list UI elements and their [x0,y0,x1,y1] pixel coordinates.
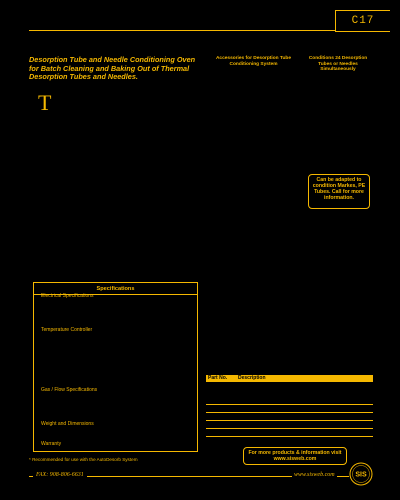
parts-table-row [206,420,373,421]
dropcap: T [38,90,52,115]
caption-accessories: Accessories for Desorption Tube Conditioning System [215,56,292,67]
parts-table-header [206,375,373,382]
parts-table-row [206,404,373,405]
spec-label-temperature: Temperature Controller [41,327,93,333]
top-rule [29,30,335,31]
footnote: * Recommended for use with the AutoDesorb System [29,457,138,462]
fax-number: FAX: 908-806-6631 [33,472,87,478]
spec-label-weight: Weight and Dimensions [41,421,94,427]
website-link[interactable]: www.sisweb.com [294,472,335,478]
more-info-box: For more products & information visit www.sisweb.com [243,447,347,465]
spec-label-warranty: Warranty [41,441,62,447]
specifications-box [33,282,198,452]
callout-box: Can be adapted to condition Markes, PE Tubes. Call for more information. [308,174,370,209]
caption-conditions: Conditions 24 Desorption Tubes or Needles Simultaneously [308,56,368,73]
parts-table-row [206,412,373,413]
parts-table-row [206,428,373,429]
parts-header-part-no: Part No. [208,375,228,381]
logo-text: SIS [355,471,367,479]
sis-logo [349,462,373,486]
spec-label-gas-flow: Gas / Flow Specifications [41,387,98,393]
page-tag: C17 [335,10,390,32]
headline: Desorption Tube and Needle Conditioning Oven for Batch Cleaning and Baking Out of Thermal Desorption Tubes and Needles. [29,55,196,81]
spec-label-electrical: Electrical Specifications [41,293,94,299]
parts-header-description: Description [238,375,266,381]
specifications-title: Specifications [96,286,135,292]
parts-table-row [206,436,373,437]
